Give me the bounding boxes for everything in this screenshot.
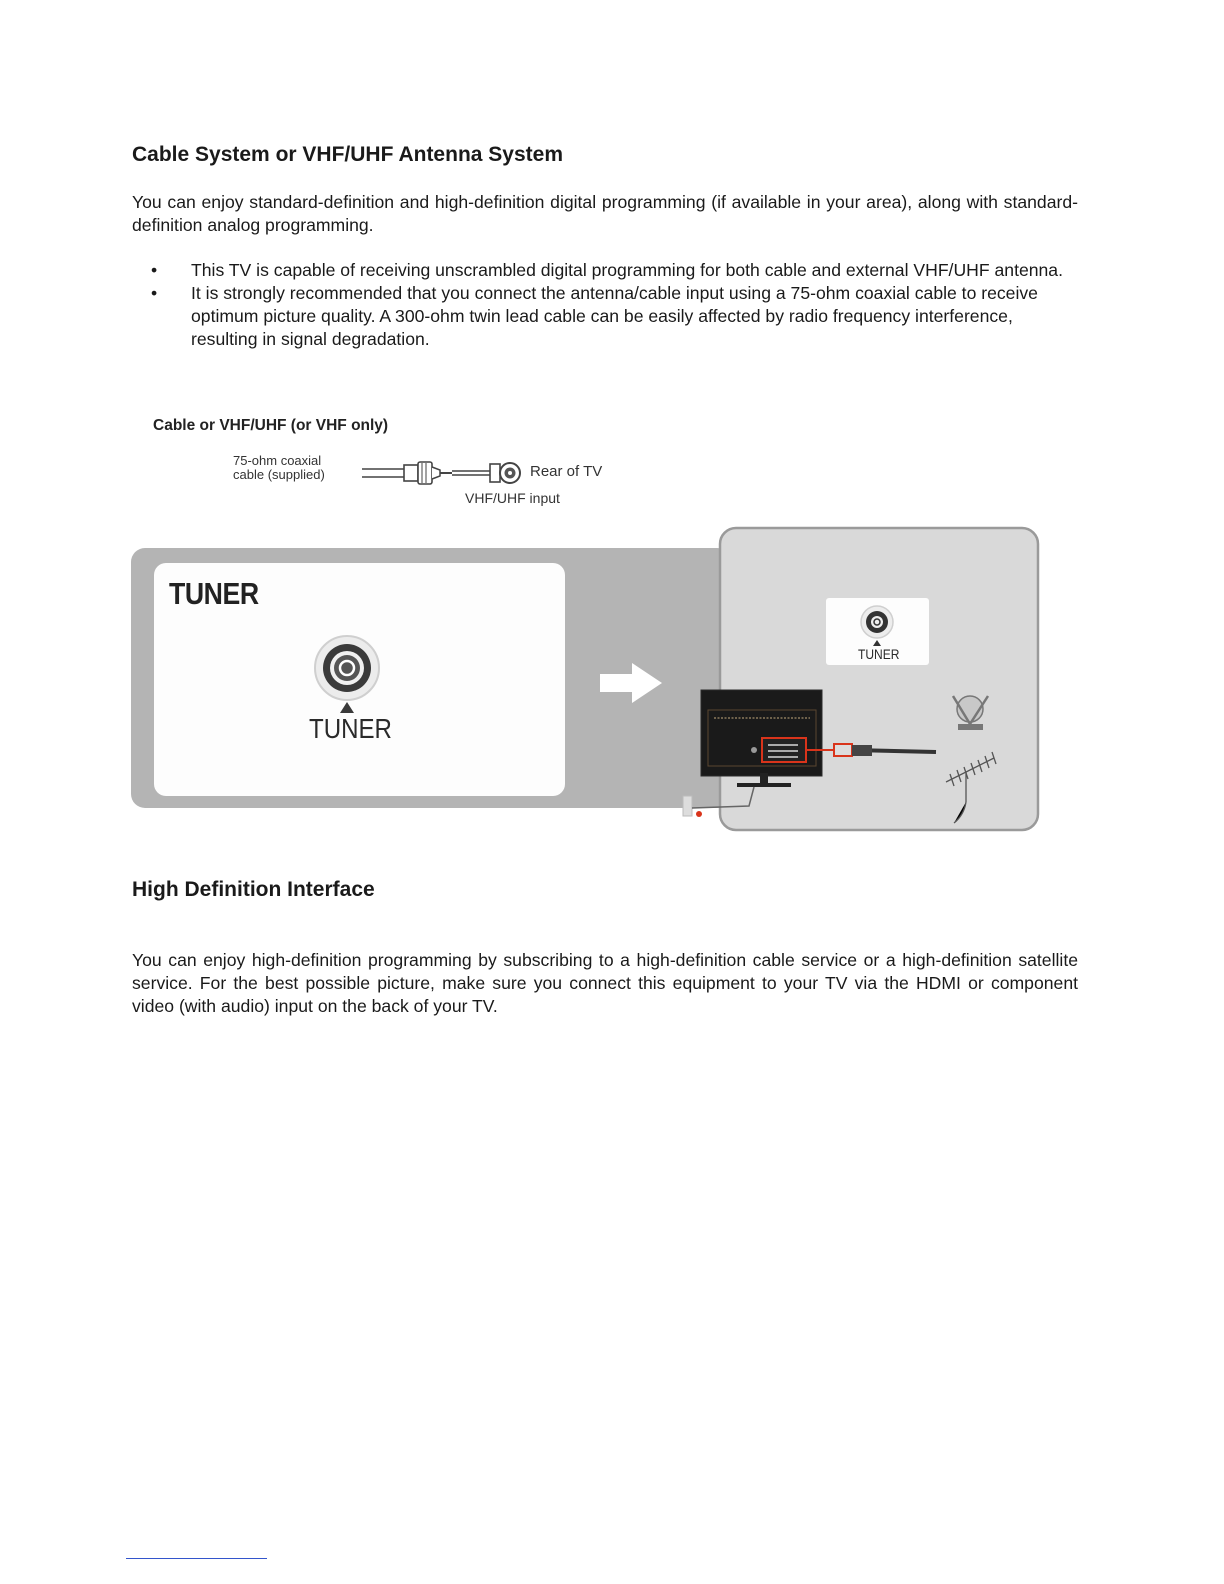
cable-label [233,454,325,482]
bullet-item [132,259,1078,282]
bullet-marker: • [151,260,158,280]
cable-label-line1: 75-ohm coaxial [233,453,322,468]
coaxial-cable-icon [360,458,530,488]
bullet-item [132,282,1078,351]
tuner-heading: TUNER [169,576,259,611]
diagram-title: Cable or VHF/UHF (or VHF only) [153,417,389,434]
section-heading-hd-interface: High Definition Interface [132,878,375,901]
vhf-uhf-input-label: VHF/UHF input [465,490,560,506]
section-heading-cable-antenna: Cable System or VHF/UHF Antenna System [132,143,563,166]
cable-label-line2: cable (supplied) [233,467,325,482]
wall-plate-icon [683,796,692,816]
intro-paragraph: You can enjoy standard-definition and high-definition digital programming (if available in your area), along with standard-definition analog programming. [132,192,1078,235]
bullet-text: It is strongly recommended that you connect the antenna/cable input using a 75-ohm coaxial cable to receive optimum picture quality. A 300-ohm twin lead cable can be easily affected by radio frequency interference, resulting in signal degradation. [191,283,1038,349]
bullet-list [132,259,1078,351]
bullet-text: This TV is capable of receiving unscrambled digital programming for both cable and external VHF/UHF antenna. [191,260,1063,280]
inset-tuner-label: TUNER [858,646,900,662]
tuner-port-label: TUNER [309,713,392,744]
rear-of-tv-label: Rear of TV [530,463,603,480]
hd-paragraph: You can enjoy high-definition programming by subscribing to a high-definition cable service or a high-definition satellite service. For the best possible picture, make sure you connect this equipment to your TV via the HDMI or component video (with audio) input on the back of your TV. [132,950,1078,1016]
tv-rear-icon [701,690,822,776]
footnote-rule [126,1558,267,1559]
bullet-marker: • [151,283,158,303]
connection-figure [128,520,1044,836]
figure-graphics [128,520,1044,836]
